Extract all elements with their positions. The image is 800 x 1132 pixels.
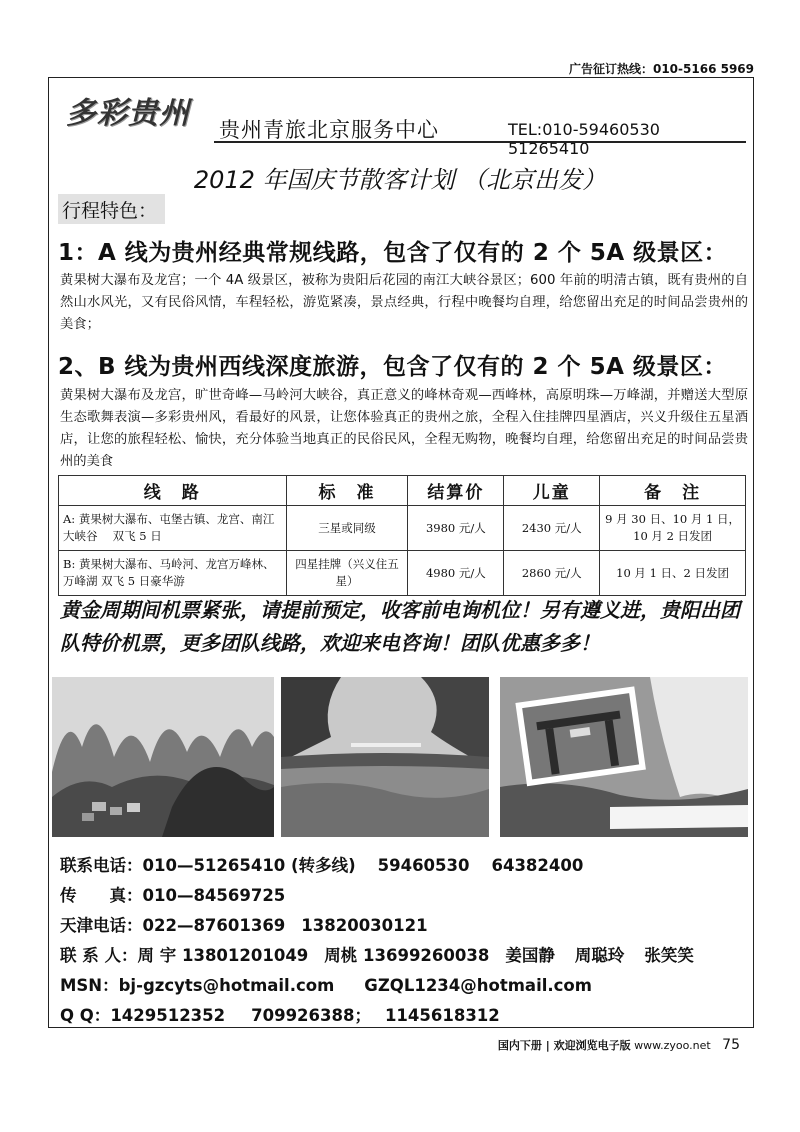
plan-title: 2012 年国庆节散客计划 （北京出发） — [193, 166, 607, 194]
contact-person: 张笑笑 — [644, 946, 694, 965]
header-note: 备 注 — [600, 476, 746, 506]
qq-number: 1145618312 — [384, 1006, 500, 1025]
booking-notice: 黄金周期间机票紧张，请提前预定，收客前电询机位！另有遵义进，贵阳出团队特价机票，更多团队线路，欢迎来电咨询！团队优惠多多！ — [60, 598, 740, 655]
table-row — [59, 506, 746, 551]
tianjin-line — [60, 912, 428, 936]
page-footer — [498, 1037, 740, 1053]
lake-forest-photo — [281, 677, 489, 837]
fax-label: 传 真： — [60, 886, 143, 905]
pricing-table — [58, 475, 746, 596]
header-standard: 标 准 — [286, 476, 408, 506]
qq-label: Q Q： — [60, 1006, 111, 1025]
contact-person: 周 宇 13801201049 — [137, 946, 309, 965]
standard-cell: 四星挂牌（兴义住五星） — [286, 551, 408, 596]
fax-line — [60, 882, 285, 906]
qq-line — [60, 1002, 500, 1026]
contact-person: 姜国静 — [505, 946, 555, 965]
footer-section: 国内下册 | 欢迎浏览电子版 — [497, 1039, 631, 1052]
org-name: 贵州青旅北京服务中心 — [219, 118, 439, 142]
tianjin-number: 13820030121 — [301, 916, 428, 935]
route-b-desc: 黄果树大瀑布及龙宫，旷世奇峰—马岭河大峡谷，真正意义的峰林奇观—西峰林，高原明珠—万峰湖，并赠送大型原生态歌舞表演—多彩贵州风，看最好的风景，让您体验真正的贵州之旅，全程入住挂牌四星酒店，兴义升级住五星酒店，让您的旅程轻松、愉快，充分体验当地真正的民俗民风，全程无购物，晚餐均自理，给您留出充足的时间品尝贵州的美食 — [60, 388, 748, 469]
person-label: 联 系 人： — [60, 946, 138, 965]
route-cell: A: 黄果树大瀑布、屯堡古镇、龙宫、南江大峡谷 双飞 5 日 — [59, 506, 287, 551]
page-number: 75 — [722, 1037, 740, 1053]
contact-person: 周聪玲 — [574, 946, 625, 965]
karst-village-photo — [52, 677, 274, 837]
fax-number: 010—84569725 — [142, 886, 286, 905]
contact-person: 周桃 13699260038 — [324, 946, 490, 965]
pricing-header-row — [59, 476, 746, 506]
qq-number: 709926388； — [251, 1006, 371, 1025]
gate-waterfall-photo — [500, 677, 748, 837]
phone-number: 010—51265410 (转多线) — [142, 856, 356, 875]
msn-address[interactable]: GZQL1234@hotmail.com — [364, 976, 592, 995]
price-cell: 4980 元/人 — [408, 551, 504, 596]
tianjin-label: 天津电话： — [60, 916, 143, 935]
msn-line — [60, 972, 592, 996]
logo: 多彩贵州 — [66, 96, 190, 131]
msn-address[interactable]: bj-gzcyts@hotmail.com — [118, 976, 335, 995]
standard-cell: 三星或同级 — [286, 506, 408, 551]
phone-number: 59460530 — [377, 856, 470, 875]
phone-number: 64382400 — [491, 856, 584, 875]
ad-hotline: 广告征订热线：010-5166 5969 — [568, 62, 754, 76]
org-tel: TEL:010-59460530 51265410 — [508, 120, 660, 158]
price-cell: 3980 元/人 — [408, 506, 504, 551]
header — [56, 86, 746, 158]
table-row — [59, 551, 746, 596]
phone-line — [60, 852, 583, 876]
msn-label: MSN： — [60, 976, 119, 995]
route-a-desc: 黄果树大瀑布及龙宫；一个 4A 级景区，被称为贵阳后花园的南江大峡谷景区；600 年前的明清古镇，既有贵州的自然山水风光，又有民俗风情，车程轻松，游览紧凑，景点经典，行程中晚餐均自理，给您留出充足的时间品尝贵州的美食； — [60, 273, 748, 332]
child-price-cell: 2860 元/人 — [504, 551, 600, 596]
route-cell: B: 黄果树大瀑布、马岭河、龙宫万峰林、万峰湖 双飞 5 日豪华游 — [59, 551, 287, 596]
footer-site[interactable]: www.zyoo.net — [634, 1039, 711, 1052]
features-label: 行程特色： — [58, 194, 165, 224]
note-cell: 10 月 1 日、2 日发团 — [600, 551, 746, 596]
contact-person-line — [60, 942, 694, 966]
tianjin-number: 022—87601369 — [142, 916, 286, 935]
header-route: 线 路 — [59, 476, 287, 506]
phone-label: 联系电话： — [60, 856, 143, 875]
header-rule — [214, 141, 746, 143]
route-a-title: 1：A 线为贵州经典常规线路，包含了仅有的 2 个 5A 级景区： — [58, 240, 728, 266]
header-price: 结算价 — [408, 476, 504, 506]
header-child: 儿童 — [504, 476, 600, 506]
qq-number: 1429512352 — [110, 1006, 226, 1025]
note-cell: 9 月 30 日、10 月 1 日，10 月 2 日发团 — [600, 506, 746, 551]
child-price-cell: 2430 元/人 — [504, 506, 600, 551]
route-b-title: 2、B 线为贵州西线深度旅游，包含了仅有的 2 个 5A 级景区： — [58, 354, 727, 380]
